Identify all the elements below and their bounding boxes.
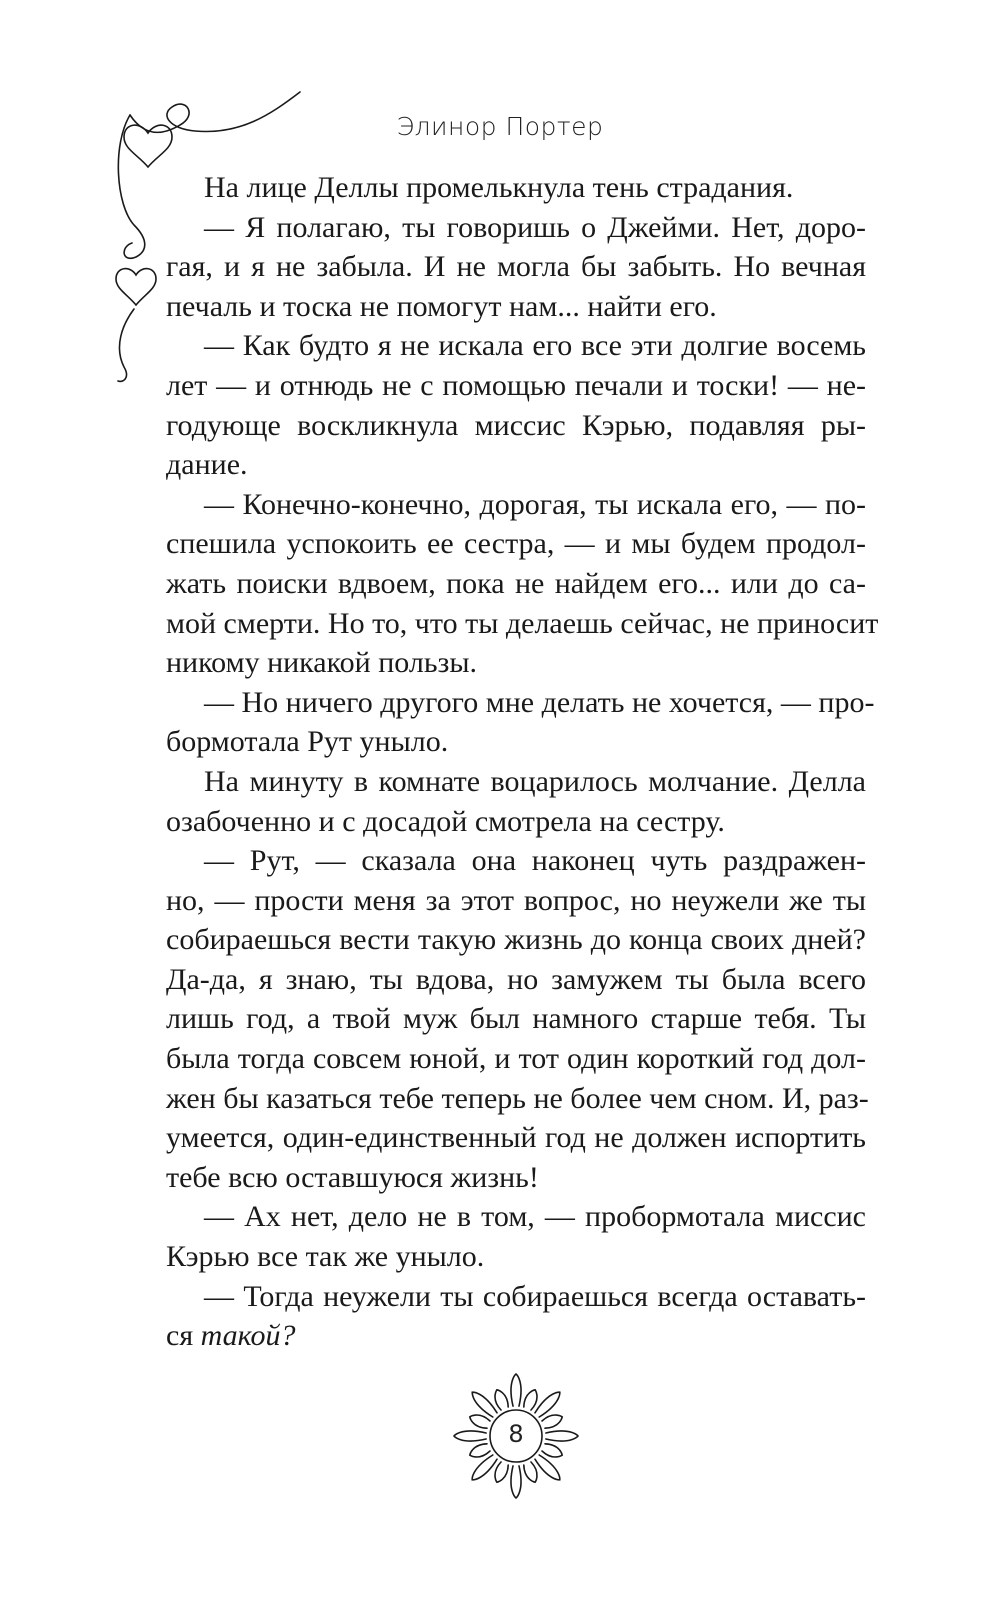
text-line: умеется, один-единственный год не должен испортить (166, 1121, 866, 1155)
text-line: озабоченно и с досадой смотрела на сестру. (166, 804, 725, 838)
sun-petal (470, 1444, 490, 1457)
sun-petal (542, 1444, 562, 1457)
text-line: печаль и тоска не помогут нам... найти его. (166, 289, 717, 323)
text-line: — Ах нет, дело не в том, — пробормотала миссис (204, 1200, 866, 1234)
sun-petal (495, 1390, 508, 1410)
text-line: тебе всю оставшуюся жизнь! (166, 1160, 539, 1194)
text-line: дание. (166, 448, 248, 482)
text-line: бормотала Рут уныло. (166, 725, 449, 759)
text-line: гая, и я не забыла. И не могла бы забыть. Но вечная (166, 250, 866, 284)
text-line: На минуту в комнате воцарилось молчание. Делла (204, 764, 866, 798)
sun-petal (454, 1431, 486, 1441)
text-line: — Конечно-конечно, дорогая, ты искала его, — по- (204, 487, 866, 521)
sun-petal (470, 1415, 490, 1428)
text-line-final (166, 1316, 866, 1356)
text-line: лет — и отнюдь не с помощью печали и тоски! — не- (166, 368, 866, 402)
sun-petal (546, 1431, 578, 1441)
text-line: была тогда совсем юной, и тот один короткий год дол- (166, 1042, 866, 1076)
text-line: На лице Деллы промелькнула тень страдания. (204, 171, 794, 204)
text-line: — Но ничего другого мне делать не хочется, — про- (204, 685, 875, 719)
sun-petal (472, 1392, 497, 1417)
sun-petal (524, 1390, 537, 1410)
page-number: 8 (508, 1420, 524, 1448)
text-line: собираешься вести такую жизнь до конца своих дней? (166, 923, 866, 957)
sun-petal (472, 1455, 497, 1480)
text-line: — Рут, — сказала она наконец чуть раздражен- (204, 844, 866, 878)
text-line: жен бы казаться тебе теперь не более чем сном. И, раз- (166, 1081, 869, 1115)
text-line: Да-да, я знаю, ты вдова, но замужем ты была всего (166, 962, 866, 996)
text-line: никому никакой пользы. (166, 646, 478, 680)
sun-petal (535, 1392, 560, 1417)
running-header-author: Элинор Портер (396, 112, 604, 141)
text-line: годующе воскликнула миссис Кэрью, подавляя ры- (166, 408, 866, 442)
sun-petal (511, 1374, 521, 1406)
sun-petal (495, 1462, 508, 1482)
text-line: — Я полагаю, ты говоришь о Джейми. Нет, доро- (204, 210, 866, 244)
text-line: лишь год, а твой муж был намного старше тебя. Ты (166, 1002, 866, 1036)
text-line: — Как будто я не искала его все эти долгие восемь (204, 329, 866, 363)
sun-petal (524, 1462, 537, 1482)
text-line: но, — прости меня за этот вопрос, но неужели же ты (166, 883, 866, 917)
text-fragment: ся (166, 1319, 201, 1353)
text-fragment-italic: такой? (200, 1319, 296, 1353)
sun-petal (511, 1466, 521, 1498)
sun-petal (535, 1455, 560, 1480)
text-line: жать поиски вдвоем, пока не найдем его... или до са- (166, 566, 866, 600)
text-line: Кэрью все так же уныло. (166, 1240, 485, 1274)
body-text (166, 168, 879, 1356)
sun-petal (542, 1415, 562, 1428)
text-line: — Тогда неужели ты собираешься всегда оставать- (204, 1279, 866, 1313)
text-line: спешила успокоить ее сестра, — и мы будем продол- (166, 527, 866, 561)
text-line: мой смерти. Но то, что ты делаешь сейчас, не приносит (166, 606, 879, 640)
